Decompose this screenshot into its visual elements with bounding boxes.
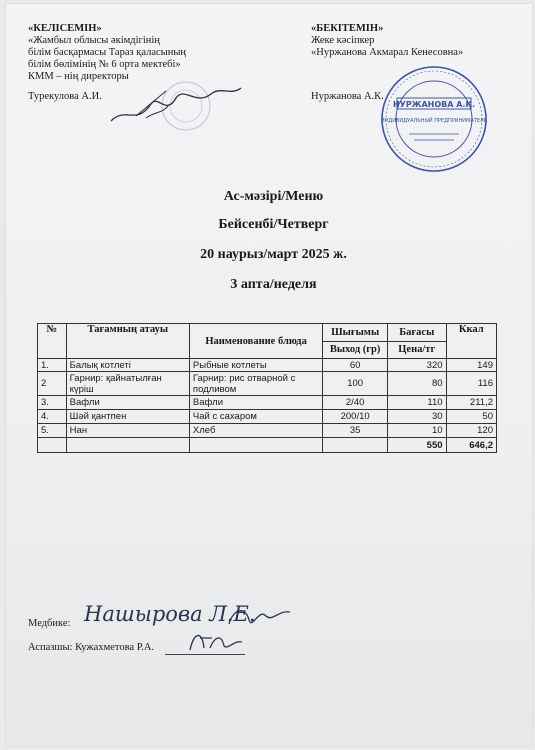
row-num: 3. xyxy=(38,396,67,410)
total-empty xyxy=(323,438,388,453)
day-title: Бейсенбі/Четверг xyxy=(218,217,329,232)
approval-heading-left: «КЕЛІСЕМІН» xyxy=(28,23,102,34)
row-name-kz: Вафли xyxy=(66,396,189,410)
table-row xyxy=(38,372,497,396)
row-kcal: 149 xyxy=(446,359,496,372)
menu-title: Ас-мәзірі/Меню xyxy=(223,189,324,204)
row-name-ru: Гарнир: рис отварной с подливом xyxy=(189,372,322,396)
row-price: 110 xyxy=(388,396,447,410)
table-row xyxy=(38,424,497,438)
total-price: 550 xyxy=(388,438,447,453)
row-output: 2/40 xyxy=(323,396,388,410)
row-kcal: 116 xyxy=(446,372,496,396)
document-sheet xyxy=(6,4,532,746)
cook-label: Аспазшы: Кужахметова Р.А. xyxy=(28,642,155,653)
row-name-ru: Рыбные котлеты xyxy=(189,359,322,372)
row-kcal: 50 xyxy=(446,410,496,424)
total-kcal: 646,2 xyxy=(446,438,496,453)
approval-line: «Нуржанова Акмарал Кенесовна» xyxy=(311,47,464,58)
approval-line: КММ – нің директоры xyxy=(28,71,129,82)
row-name-kz: Балық котлеті xyxy=(66,359,189,372)
row-name-kz: Шәй қантпен xyxy=(66,410,189,424)
header-name-ru: Наименование блюда xyxy=(189,324,322,359)
table-row xyxy=(38,410,497,424)
table-row xyxy=(38,359,497,372)
row-name-ru: Хлеб xyxy=(189,424,322,438)
row-price: 320 xyxy=(388,359,447,372)
approval-line: білім басқармасы Тараз қаласының xyxy=(28,47,187,58)
header-num: № xyxy=(38,324,67,359)
row-price: 10 xyxy=(388,424,447,438)
signer-name-left: Турекулова А.И. xyxy=(28,91,102,102)
header-output-kz: Шығымы xyxy=(323,324,388,342)
approval-block-right xyxy=(311,23,521,59)
company-stamp xyxy=(379,64,489,174)
row-name-ru: Чай с сахаром xyxy=(189,410,322,424)
row-num: 4. xyxy=(38,410,67,424)
row-name-kz: Гарнир: қайнатылған күріш xyxy=(66,372,189,396)
date-title: 20 наурыз/март 2025 ж. xyxy=(200,247,347,262)
row-output: 60 xyxy=(323,359,388,372)
week-title: 3 апта/неделя xyxy=(230,277,317,292)
header-kcal: Ккал xyxy=(446,324,496,359)
approval-line: білім бөлімінің № 6 орта мектебі» xyxy=(28,59,181,70)
header-name-kz: Тағамның атауы xyxy=(66,324,189,359)
row-price: 80 xyxy=(388,372,447,396)
row-num: 5. xyxy=(38,424,67,438)
total-empty xyxy=(189,438,322,453)
row-num: 2 xyxy=(38,372,67,396)
director-signature xyxy=(106,76,246,136)
table-total-row xyxy=(38,438,497,453)
row-name-ru: Вафли xyxy=(189,396,322,410)
medic-handwritten-signature: Нашырова Л.Е. xyxy=(84,602,256,626)
row-name-kz: Нан xyxy=(66,424,189,438)
table-row xyxy=(38,396,497,410)
row-kcal: 120 xyxy=(446,424,496,438)
header-price-ru: Цена/тг xyxy=(388,341,447,359)
header-output-ru: Выход (гр) xyxy=(323,341,388,359)
total-empty xyxy=(38,438,67,453)
approval-heading-right: «БЕКІТЕМІН» xyxy=(311,23,384,34)
table-header-row xyxy=(38,324,497,342)
approval-line: Жеке кәсіпкер xyxy=(311,35,375,46)
signer-name-right: Нуржанова А.К. xyxy=(311,91,384,102)
row-price: 30 xyxy=(388,410,447,424)
stamp-label: ИНДИВИДУАЛЬНЫЙ ПРЕДПРИНИМАТЕЛЬ xyxy=(380,118,488,124)
approval-line: «Жамбыл облысы әкімдігінің xyxy=(28,35,160,46)
header-price-kz: Бағасы xyxy=(388,324,447,342)
approval-block-left xyxy=(28,23,228,83)
row-output: 200/10 xyxy=(323,410,388,424)
row-output: 35 xyxy=(323,424,388,438)
cook-signature xyxy=(186,624,246,654)
row-output: 100 xyxy=(323,372,388,396)
row-kcal: 211,2 xyxy=(446,396,496,410)
signature-line xyxy=(165,654,245,655)
menu-table xyxy=(37,323,497,453)
medic-label: Медбике: xyxy=(28,618,71,629)
row-num: 1. xyxy=(38,359,67,372)
total-empty xyxy=(66,438,189,453)
stamp-name: НУРЖАНОВА А.К. xyxy=(392,100,476,109)
